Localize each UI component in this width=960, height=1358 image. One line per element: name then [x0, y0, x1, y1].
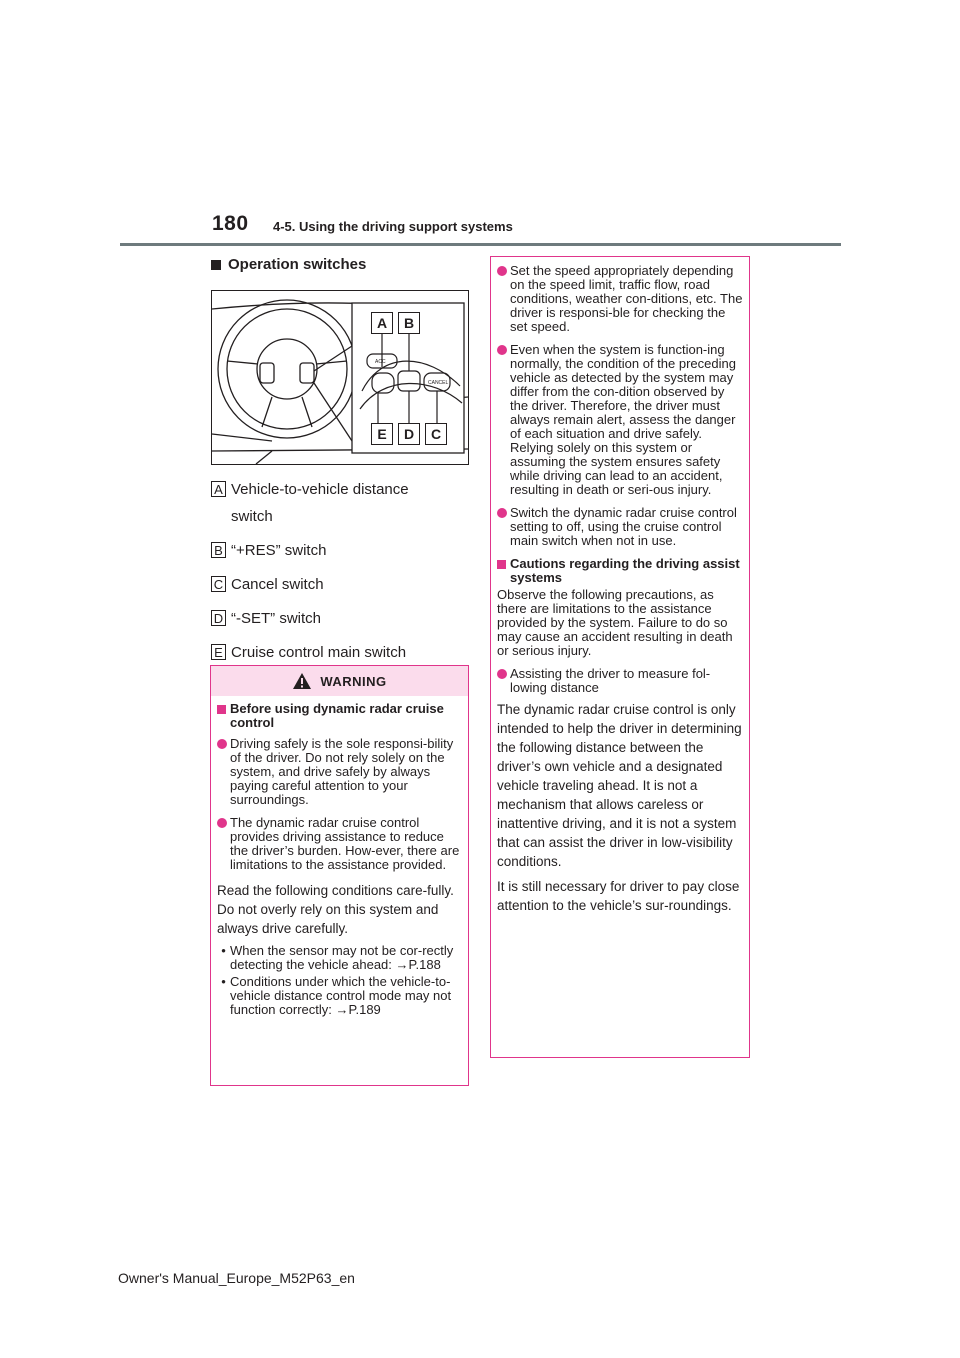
switch-item — [211, 476, 469, 530]
chapter-title: 4-5. Using the driving support systems — [273, 219, 513, 234]
pink-dot-icon — [217, 739, 227, 749]
dash-bullet: • — [221, 974, 226, 989]
warning-body — [211, 696, 468, 1017]
switch-list — [211, 476, 469, 666]
svg-text:ACC: ACC — [375, 359, 386, 365]
continued-paragraph: The dynamic radar cruise control is only intended to help the driver in determining the following distance between the driver’s own vehicle and a designated vehicle traveling ahead. It is not a mechanism that allows careless or inattentive driving, and it is not a system that can assist the driver in low-visibility conditions. — [497, 702, 742, 869]
switch-item — [211, 605, 469, 632]
letter-box: A — [211, 481, 226, 497]
callout-label-b: B — [398, 312, 420, 334]
bullet-text: Even when the system is function-ing normally, the condition of the preceding vehicle as detected by the system may differ from the con-dition observed by the driver. Therefore, the driver must always remain alert, assess the danger of each situation and drive safely. Relying solely on this system or assuming the system ensures safety while driving can lead to an accident, resulting in death or seri-ous injury. — [510, 342, 736, 497]
pink-dot-icon — [497, 266, 507, 276]
steering-wheel-figure — [211, 290, 469, 465]
dash-text: When the sensor may not be cor-rectly detecting the vehicle ahead: →P.188 — [230, 943, 454, 972]
callout-label-d: D — [398, 423, 420, 445]
warning-subheading — [217, 702, 462, 730]
warning-paragraph: Read the following conditions care-fully. Do not overly rely on this system and always drive carefully. — [217, 883, 454, 936]
pink-dot-icon — [497, 669, 507, 679]
dash-text: Conditions under which the vehicle-to-vehicle distance control mode may not function correctly: →P.189 — [230, 974, 452, 1017]
pink-dot-icon — [217, 818, 227, 828]
bullet-text: Switch the dynamic radar cruise control setting to off, using the cruise control main switch when not in use. — [510, 505, 737, 548]
left-column — [211, 253, 469, 673]
warning-header — [211, 666, 468, 696]
warning-continued-box — [490, 256, 750, 1058]
continued-bullet — [497, 667, 743, 695]
continued-bullet — [497, 343, 743, 497]
warning-box — [210, 665, 469, 1086]
section-heading — [211, 256, 469, 273]
subheading-text: Before using dynamic radar cruise control — [230, 701, 444, 730]
switch-label: Vehicle-to-vehicle distance switch — [231, 481, 409, 525]
footer-text: Owner's Manual_Europe_M52P63_en — [118, 1270, 355, 1286]
dash-item — [217, 944, 462, 972]
continued-paragraph: It is still necessary for driver to pay close attention to the vehicle’s sur-roundings. — [497, 879, 740, 913]
pink-dot-icon — [497, 345, 507, 355]
switch-item — [211, 639, 469, 666]
letter-box: C — [211, 576, 226, 592]
pink-square-icon — [217, 705, 226, 714]
switch-item — [211, 571, 469, 598]
svg-text:CANCEL: CANCEL — [428, 380, 449, 386]
pink-square-icon — [497, 560, 506, 569]
warning-title: WARNING — [320, 673, 387, 689]
letter-box: D — [211, 610, 226, 626]
warning-bullet — [217, 816, 462, 872]
bullet-text: Driving safely is the sole responsi-bility of the driver. Do not rely solely on the system, and drive safely by always paying careful attention to your surroundings. — [230, 736, 454, 807]
switch-label: Cancel switch — [231, 576, 324, 593]
continued-bullet — [497, 506, 743, 548]
warning-bullet — [217, 737, 462, 807]
letter-box: E — [211, 644, 226, 660]
callout-label-e: E — [371, 423, 393, 445]
continued-bullet — [497, 264, 743, 334]
switch-label: “-SET” switch — [231, 610, 321, 627]
page-number: 180 — [212, 212, 249, 235]
letter-box: B — [211, 542, 226, 558]
header-rule — [120, 243, 841, 246]
dash-bullet: • — [221, 943, 226, 958]
subheading-text: Cautions regarding the driving assist systems — [510, 556, 740, 585]
bullet-text: Set the speed appropriately depending on the speed limit, traffic flow, road conditions, weather con-ditions, etc. The driver is responsi-ble for checking the set speed. — [510, 263, 743, 334]
dash-item — [217, 975, 462, 1017]
bullet-text: The dynamic radar cruise control provides driving assistance to reduce the driver’s burden. How-ever, there are limitations to the assistance provided. — [230, 815, 460, 872]
switch-label: Cruise control main switch — [231, 644, 407, 661]
callout-label-a: A — [371, 312, 393, 334]
section-title: Operation switches — [228, 256, 367, 273]
switch-label: “+RES” switch — [231, 542, 327, 559]
callout-label-c: C — [425, 423, 447, 445]
square-bullet-icon — [211, 260, 221, 270]
continued-body — [491, 257, 749, 915]
bullet-text: Assisting the driver to measure fol-lowing distance — [510, 666, 711, 695]
pink-dot-icon — [497, 508, 507, 518]
cautions-subheading — [497, 557, 743, 585]
cautions-intro: Observe the following precautions, as there are limitations to the assistance provided by the system. Failure to do so may cause an accident resulting in death or serious injury. — [497, 587, 733, 658]
switch-item — [211, 537, 469, 564]
warning-triangle-icon — [292, 672, 312, 690]
